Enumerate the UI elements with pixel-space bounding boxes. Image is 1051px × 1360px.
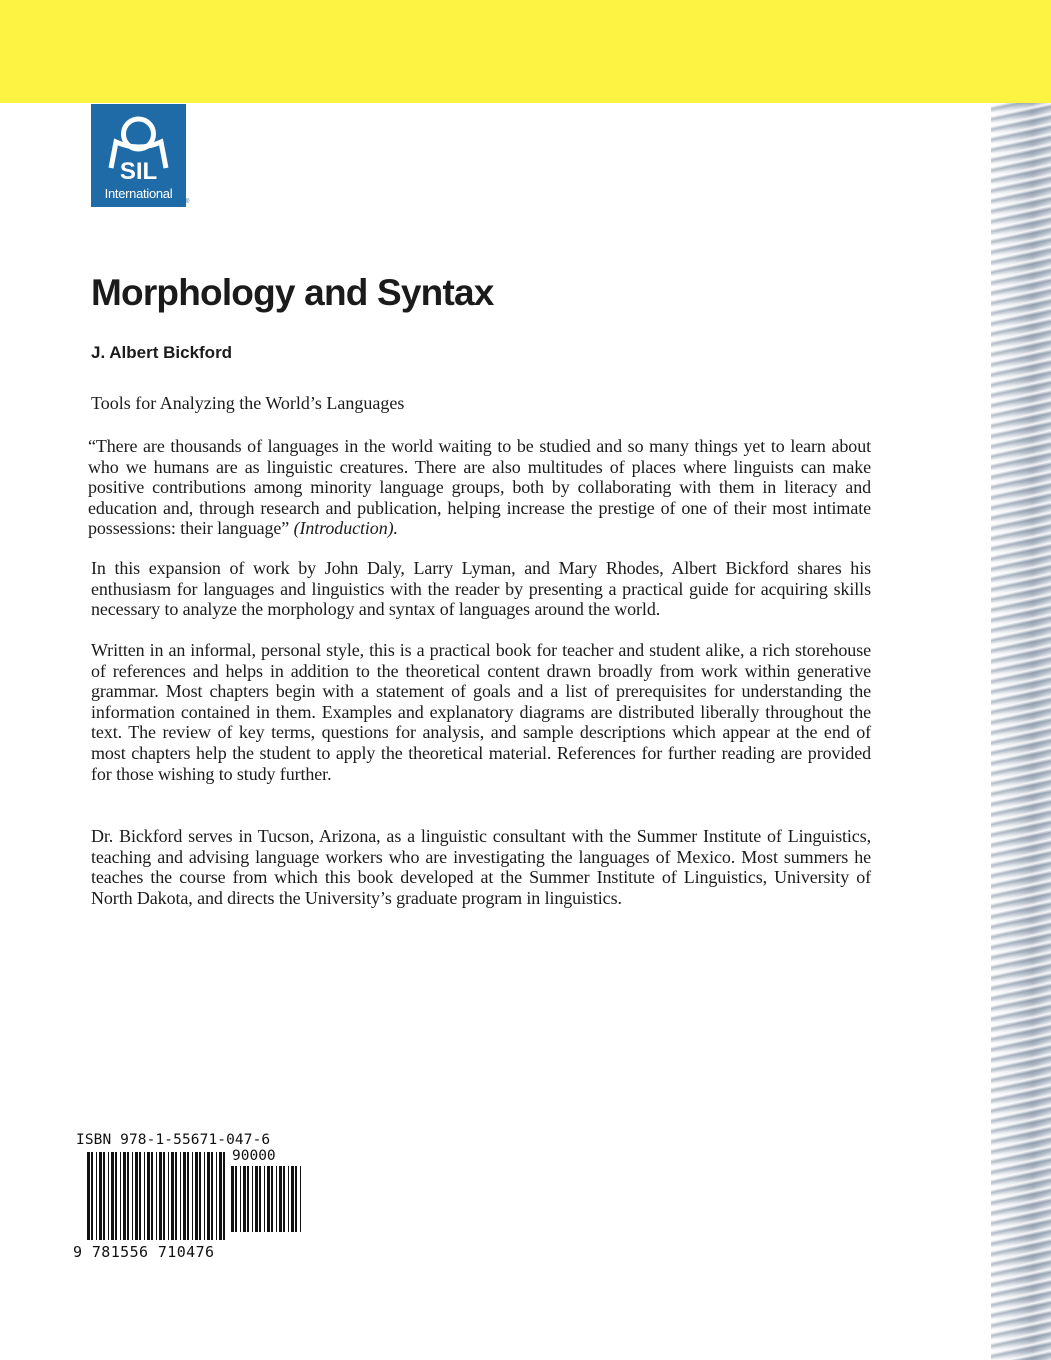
isbn-barcode	[73, 1132, 305, 1262]
book-subtitle: Tools for Analyzing the World’s Languages	[91, 393, 405, 413]
book-title: Morphology and Syntax	[91, 272, 494, 313]
top-color-band	[0, 0, 1051, 103]
book-author: J. Albert Bickford	[91, 343, 233, 362]
trademark-symbol: ®	[185, 199, 190, 205]
barcode-icon	[73, 1132, 305, 1244]
quote-text: “There are thousands of languages in the world waiting to be studied and so many things yet to learn about who we humans are as linguistic creatures. There are also multitudes of places where linguists can make positive contributions among minority language groups, both by collaborating with them in literacy and education and, through research and publication, helping increase the prestige of one of their most intimate possessions: their language”	[88, 436, 871, 539]
blurb-paragraph: In this expansion of work by John Daly, Larry Lyman, and Mary Rhodes, Albert Bickford shares his enthusiasm for languages and linguistics with the reader by presenting a practical guide for acquiring skills necessary to analyze the morphology and syntax of languages around the world.	[91, 558, 871, 620]
logo-wordmark: International	[104, 186, 173, 201]
isbn-label: ISBN 978-1-55671-047-6	[76, 1132, 271, 1148]
price-code: 90000	[232, 1148, 276, 1164]
blurb-paragraph: Written in an informal, personal style, this is a practical book for teacher and student alike, a rich storehouse of references and helps in addition to the theoretical content drawn broadly from work within generative grammar. Most chapters begin with a statement of goals and a list of prerequisites for understanding the information contained in them. Examples and explanatory diagrams are distributed liberally throughout the text. The review of key terms, questions for analysis, and sample descriptions which appear at the end of most chapters help the student to apply the theoretical material. References for further reading are provided for those wishing to study further.	[91, 640, 871, 784]
cover-edge-decoration	[991, 103, 1051, 1360]
blurb-quote	[88, 436, 871, 539]
ean-digits: 9 781556 710476	[73, 1243, 215, 1261]
sil-international-logo	[91, 104, 186, 207]
author-bio-paragraph: Dr. Bickford serves in Tucson, Arizona, as a linguistic consultant with the Summer Institute of Linguistics, teaching and advising language workers who are investigating the languages of Mexico. Most summers he teaches the course from which this book developed at the Summer Institute of Linguistics, University of North Dakota, and directs the University’s graduate program in linguistics.	[91, 826, 871, 908]
logo-letters: SIL	[119, 158, 158, 185]
quote-source: (Introduction).	[293, 518, 398, 539]
